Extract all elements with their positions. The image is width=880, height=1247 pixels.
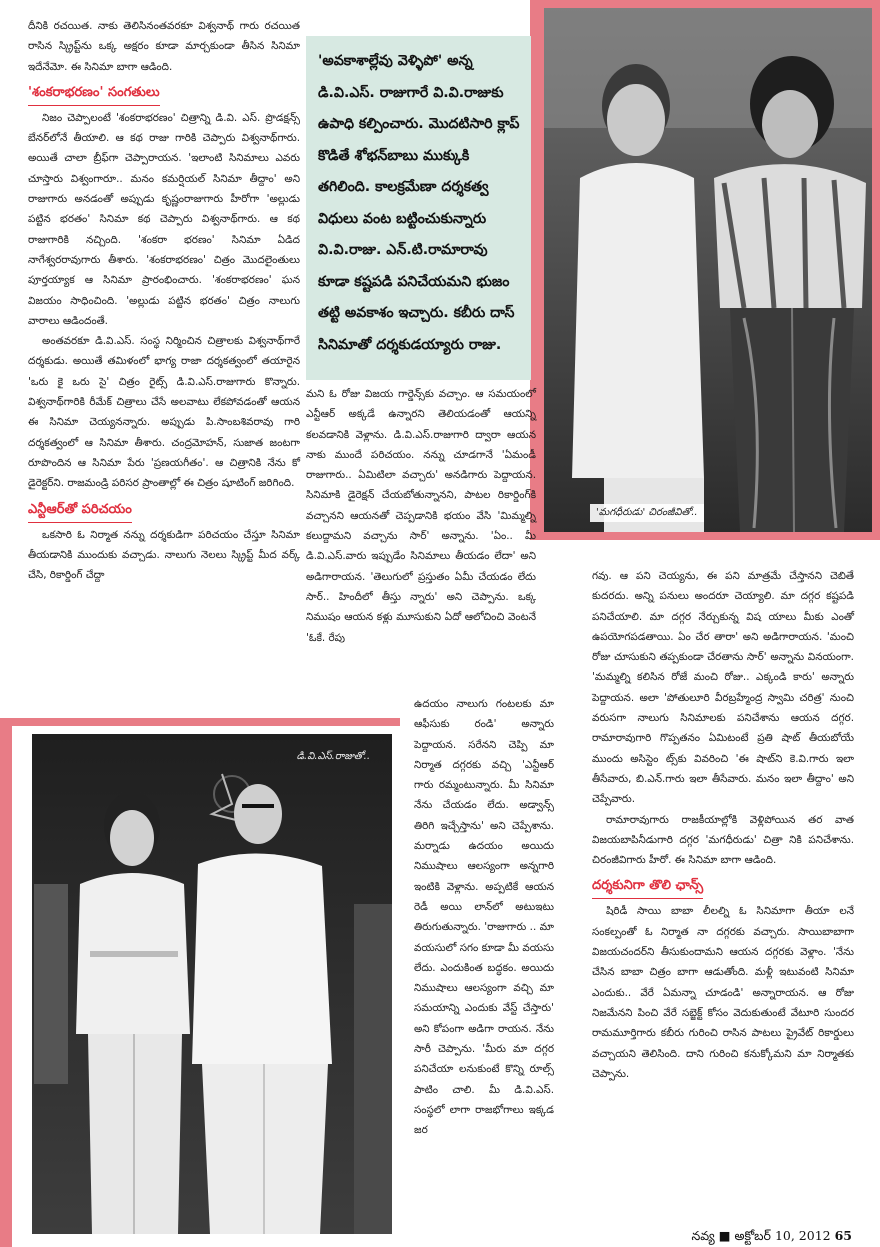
photo-chiranjeevi-image bbox=[544, 8, 872, 532]
photo-dvs-raju-image bbox=[32, 734, 392, 1234]
paragraph: మని ఓ రోజు విజయ గార్డెన్స్‌కు వచ్చాం. ఆ సమయంలో ఎన్టీఆర్ అక్కడే ఉన్నారని తెలియడంతో ఆయన్ని కలవడానికి వెళ్లాను. డి.వి.ఎస్.రాజుగారి ద్వారా ఆయన నాకు ముందే పరిచయం. నన్ను చూడగానే 'ఏమండీ రాజుగారు.. ఏమిటిలా వచ్చారు' అనడిగారు పెద్దాయన. సినిమాకి డైరెక్షన్ చేయబోతున్నానని, పాటల రికార్డింగ్‌కి వచ్చానని ఆయనతో చెప్పడానికి భయం వేసి 'మిమ్మల్ని కలుద్దామని వచ్చాను సార్' అన్నాను. 'ఏం.. మీ డి.వి.ఎస్.వారు ఇప్పుడేం సినిమాలు తీయడం లేదా' అని అడిగారాయన. 'తెలుగులో ప్రస్తుతం ఏమీ చేయడం లేదు సార్.. హిందీలో తీస్తు న్నారు' అని చెప్పాను. ఒక్క నిముషం ఆయన కళ్లు మూసుకుని ఏదో ఆలోచించి వెంటనే 'ఓకే. రేపు bbox=[306, 388, 536, 644]
footer-square-icon: ■ bbox=[718, 1228, 731, 1243]
section-heading-sankarabharanam: 'శంకరాభరణం' సంగతులు bbox=[28, 81, 160, 106]
column-2-lower bbox=[414, 694, 554, 1141]
page-number: 65 bbox=[834, 1228, 852, 1243]
photo-caption: డి.వి.ఎస్.రాజుతో.. bbox=[296, 751, 370, 762]
paragraph: షిరిడీ సాయి బాబా లీలల్ని ఓ సినిమాగా తీయా లనే సంకల్పంతో ఓ నిర్మాత నా దగ్గరకు వచ్చారు. సాయిబాబాగా విజయచందర్‌ని తీసుకుందామని ఆయన దగ్గరకు వెళ్లాం. 'నేను చేసిన బాబా చిత్రం బాగా ఆడుతోంది. మళ్లీ ఇటువంటి సినిమా ఎందుకు.. వేరే ఏమన్నా చూడండి' అన్నారాయన. ఆ రోజు నిజమేనని పించి వేరే సబ్జెక్ట్ కోసం వెదుకుతుంటే వేటూరి సుందర రామమూర్తిగారు కబీరు గురించి రాసిన పాటలు ప్రైవేట్ రికార్డులు వచ్చాయని తెలిసింది. దాని గురించి కనుక్కోమని మా నిర్మాతకు చెప్పాను. bbox=[592, 905, 854, 1080]
pull-quote: 'అవకాశాల్లేవు వెళ్ళిపో' అన్న డి.వి.ఎస్. రాజుగారే వి.వి.రాజుకు ఉపాధి కల్పించారు. మొదటిసారి క్లాప్ కొడితే శోభన్‌బాబు ముక్కుకి తగిలింది. కాలక్రమేణా దర్శకత్వ విధులు వంట బట్టించుకున్నారు వి.వి.రాజు. ఎన్.టి.రామారావు కూడా కష్టపడి పనిచేయమని భుజం తట్టి అవకాశం ఇచ్చారు. కబీరు దాస్ సినిమాతో దర్శకుడయ్యారు రాజు. bbox=[306, 36, 531, 380]
bottom-left-pink-bar-top bbox=[0, 718, 400, 726]
magazine-name: నవ్య bbox=[691, 1228, 715, 1243]
photo-caption: 'మగధీరుడు' చిరంజీవితో.. bbox=[590, 504, 704, 522]
section-heading-first-chance: దర్శకునిగా తొలి ఛాన్స్ bbox=[592, 874, 703, 899]
paragraph: అంతవరకూ డి.వి.ఎస్. సంస్థ నిర్మించిన చిత్రాలకు విశ్వనాథ్‌గారే దర్శకుడు. అయితే తమిళంలో భాగ్య రాజా దర్శకత్వంలో తయారైన 'ఒరు కై ఒరు సై' చిత్రం రైట్స్ డి.వి.ఎస్.రాజుగారు కొన్నారు. విశ్వనాథ్‌గారికి రీమేక్ చిత్రాలు చేసే అలవాటు లేకపోవడంతో ఆయన ఈ సినిమా చెయ్యనన్నారు. అప్పుడు పి.సాంబశివరావు గారి దర్శకత్వంలో ఆ సినిమా తీశారు. చంద్రమోహన్, సుజాత జంటగా రూపొందిన ఆ సినిమా పేరు 'ప్రణయగీతం'. ఆ చిత్రానికి నేను కో డైరెక్టర్‌ని. రాజమండ్రి పరిసర ప్రాంతాల్లో ఈ చిత్రం షూటింగ్ జరిగింది. bbox=[28, 335, 300, 490]
photo-chiranjeevi bbox=[544, 8, 872, 532]
column-3 bbox=[592, 566, 854, 1084]
section-heading-ntr: ఎన్టీఆర్‌తో పరిచయం bbox=[28, 498, 132, 523]
column-1 bbox=[28, 16, 300, 585]
column-2 bbox=[306, 384, 536, 648]
paragraph: నిజం చెప్పాలంటే 'శంకరాభరణం' చిత్రాన్ని డి.వి. ఎస్. ప్రొడక్షన్స్ బేనర్‌లోనే తీయాలి. ఆ కథ రాజు గారికి చెప్పారు విశ్వనాథ్‌గారు. అయితే చాలా బ్రీఫ్‌గా చెప్పారాయన. 'ఇలాంటి సినిమాలు ఎవరు చూస్తారు విశ్వంగారూ.. మనం కమర్షియల్ సినిమా తీద్దాం' అని రాజుగారు అనడంతో అప్పుడు కృష్ణంరాజుగారు హీరోగా 'అల్లుడు పట్టిన భరతం' సినిమా కథ చెప్పారు విశ్వనాథ్‌గారు. ఆ కథ రాజుగారికి నచ్చింది. 'శంకరా భరణం' సినిమా ఏడిద నాగేశ్వరరావుగారు తీశారు. 'శంకరాభరణం' చిత్రం మొదలైంతులు పూర్తయ్యాక ఆ సినిమా ప్రారంభించారు. 'శంకరాభరణం' ఘన విజయం సాధించింది. 'అల్లుడు పట్టిన భరతం' చిత్రం నాలుగు వారాలు ఆడిందంతే. bbox=[28, 111, 300, 327]
paragraph: ఉదయం నాలుగు గంటలకు మా ఆఫీసుకు రండి' అన్నారు పెద్దాయన. సరేనని చెప్పి మా నిర్మాత దగ్గరకు వచ్చి 'ఎన్టీఆర్ గారు రమ్మంటున్నారు. మీ సినిమా నేను చేయడం లేదు. అడ్వాన్స్ తిరిగి ఇచ్చేస్తాను' అని చెప్పేశాను. మర్నాడు ఉదయం అయిదు నిముషాలు ఆలస్యంగా అన్నగారి ఇంటికి వెళ్లాను. అప్పటికే ఆయన రెడీ అయి లాన్‌లో అటుఇటు తిరుగుతున్నారు. 'రాజుగారు .. మా వయసులో సగం కూడా మీ వయసు లేదు. ఎందుకింత బద్ధకం. అయిదు నిముషాలు ఆలస్యంగా వచ్చి మా సమయాన్ని ఎందుకు వేస్ట్ చేస్తారు' అని కోపంగా అడిగా రాయన. నేను సారీ చెప్పాను. 'మీరు మా దగ్గర పనిచేయా లనుకుంటే కొన్ని రూల్స్ పాటిం చాలి. మీ డి.వి.ఎస్. సంస్థలో లాగా రాజభోగాలు ఇక్కడ జర bbox=[414, 698, 554, 1137]
paragraph: రామారావుగారు రాజకీయాల్లోకి వెళ్లిపోయిన తర వాత విజయబాపినీడుగారి దగ్గర 'మగధీరుడు' చిత్రా నికి పనిచేశాను. చిరంజీవిగారు హీరో. ఈ సినిమా బాగా ఆడింది. bbox=[592, 813, 854, 867]
photo-dvs-raju bbox=[32, 734, 392, 1234]
issue-date: అక్టోబర్ 10, 2012 bbox=[734, 1228, 831, 1243]
bottom-left-pink-bar bbox=[0, 718, 12, 1247]
paragraph: ఒకసారి ఓ నిర్మాత నన్ను దర్శకుడిగా పరిచయం చేస్తూ సినిమా తీయడానికి ముందుకు వచ్చాడు. నాలుగు నెలలు స్క్రిప్ట్ మీద వర్క్ చేసి, రికార్డింగ్ చేద్దా bbox=[28, 528, 300, 582]
paragraph: గవు. ఆ పని చెయ్యను, ఈ పని మాత్రమే చేస్తానని చెబితే కుదరదు. అన్ని పనులు అందరూ చెయ్యాలి. మా దగ్గర కష్టపడి పనిచేయాలి. మా దగ్గర నేర్చుకున్న విష యాలు మీకు ఎంతో ఉపయోగపడతాయి. ఏం చేర తారా' అని అడిగారాయన. 'మంచి రోజు చూసుకుని తప్పకుండా చేరతాను సార్' అన్నాను వినయంగా. 'మమ్మల్ని కలిసిన రోజే మంచి రోజు.. ఎక్కండి కారు' అన్నారు పెద్దాయన. అలా 'పోతులూరి వీరబ్రహ్మేంద్ర స్వామి చరిత్ర' నుంచి వరుసగా నాలుగు సినిమాలకు పనిచేశాను ఆయన దగ్గర. రామారావుగారి గొప్పతనం ఏమిటంటే ప్రతి షాట్ తీయబోయే ముందు అసిస్టెం ట్స్‌కు వివరించి 'ఈ షాట్‌ని కె.వి.గారు ఇలా తీసేవారు, బి.ఎన్.గారు ఇలా తీసేవారు. మనం ఇలా తీద్దాం' అని చెప్పేవారు. bbox=[592, 570, 854, 806]
page-footer bbox=[691, 1228, 852, 1247]
intro-paragraph: దీనికి రచయిత. నాకు తెలిసినంతవరకూ విశ్వనాథ్ గారు రచయిత రాసిన స్క్రిప్ట్‌ను ఒక్క అక్షరం కూడా మార్చకుండా తీసిన సినిమా ఇదేనేమో. ఈ సినిమా బాగా ఆడింది. bbox=[28, 20, 300, 73]
